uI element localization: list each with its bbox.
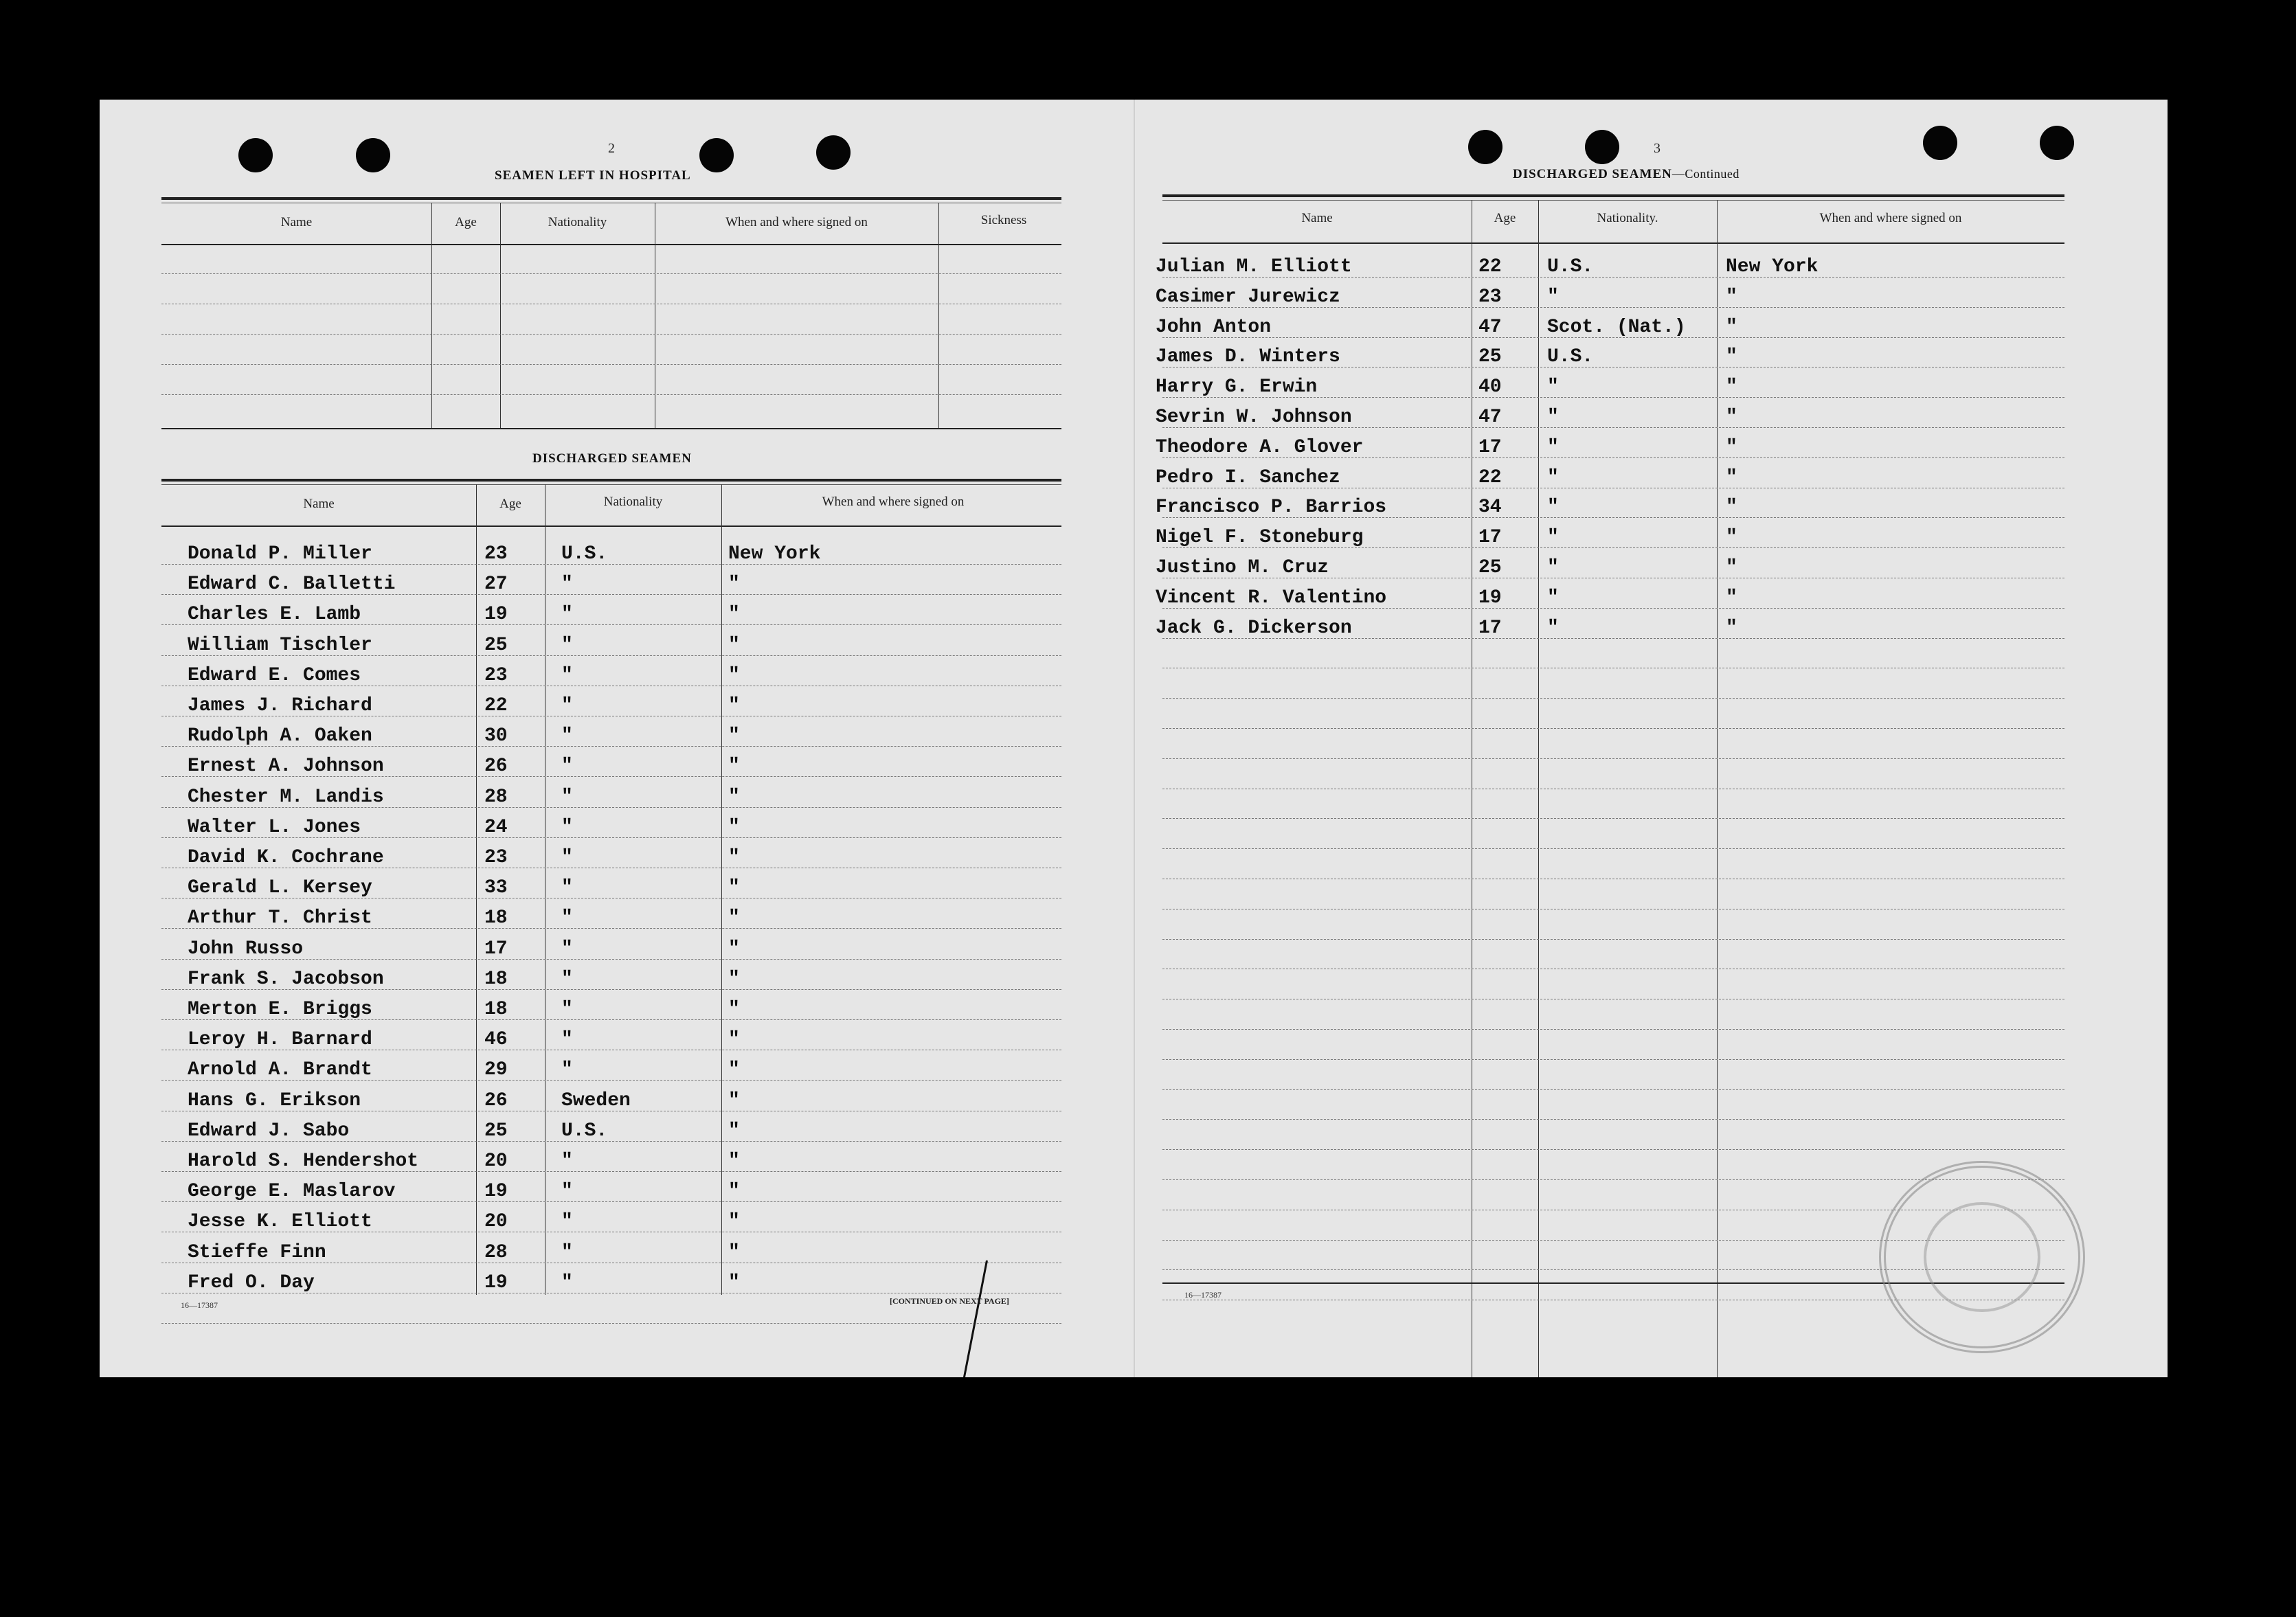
row-age: 18 [484, 968, 508, 990]
row-name: Francisco P. Barrios [1156, 497, 1387, 519]
row-age: 25 [484, 1120, 508, 1142]
row-signed: " [1726, 316, 1737, 338]
row-name: Theodore A. Glover [1156, 436, 1364, 458]
row-name: Jesse K. Elliott [188, 1211, 372, 1233]
row-age: 28 [484, 786, 508, 808]
row-nationality: " [1547, 466, 1559, 488]
row-signed: " [1726, 617, 1737, 639]
row-age: 24 [484, 816, 508, 838]
discharged-top-rule [161, 484, 1061, 485]
row-name: Arthur T. Christ [188, 907, 372, 929]
row-signed: " [728, 907, 740, 929]
hospital-col-divider [938, 203, 939, 429]
paper-crease [944, 1260, 988, 1377]
title-suffix: —Continued [1672, 167, 1740, 181]
hospital-header-rule [161, 244, 1061, 245]
hospital-bottom-rule [161, 428, 1061, 429]
discharged-section-title: DISCHARGED SEAMEN [532, 451, 692, 466]
row-nationality: " [561, 907, 573, 929]
row-nationality: " [1547, 557, 1559, 578]
row-name: Jack G. Dickerson [1156, 617, 1352, 639]
row-nationality: " [561, 1059, 573, 1081]
hospital-row-line [161, 334, 1061, 335]
row-line [1162, 1029, 2064, 1030]
row-age: 19 [484, 604, 508, 626]
row-age: 17 [1478, 527, 1502, 549]
row-name: John Anton [1156, 316, 1272, 338]
discharged-top-rule [161, 479, 1061, 482]
row-nationality: " [1547, 497, 1559, 519]
discharged-header-age: Age [499, 497, 521, 511]
form-number: 16—17387 [181, 1300, 218, 1310]
row-age: 30 [484, 725, 508, 747]
row-nationality: " [561, 695, 573, 716]
row-signed: " [728, 1271, 740, 1293]
row-age: 25 [1478, 557, 1502, 578]
row-nationality: " [1547, 407, 1559, 428]
row-name: Frank S. Jacobson [188, 968, 384, 990]
continued-note: [CONTINUED ON NEXT PAGE] [890, 1296, 1009, 1306]
official-stamp-inner [1924, 1202, 2040, 1312]
row-signed: " [728, 816, 740, 838]
right-header-name: Name [1301, 211, 1333, 225]
title-text: DISCHARGED SEAMEN [1513, 167, 1672, 181]
row-age: 25 [1478, 346, 1502, 368]
row-age: 33 [484, 877, 508, 899]
row-nationality: " [561, 1271, 573, 1293]
row-age: 17 [1478, 617, 1502, 639]
row-age: 19 [1478, 587, 1502, 609]
row-name: Arnold A. Brandt [188, 1059, 372, 1081]
row-signed: " [1726, 436, 1737, 458]
row-nationality: " [561, 999, 573, 1020]
row-signed: " [1726, 286, 1737, 308]
row-name: Charles E. Lamb [188, 604, 361, 626]
row-name: Harold S. Hendershot [188, 1151, 419, 1172]
row-signed: " [728, 756, 740, 778]
row-name: Edward E. Comes [188, 664, 361, 686]
row-nationality: U.S. [561, 543, 608, 565]
form-number: 16—17387 [1184, 1290, 1222, 1300]
row-nationality: U.S. [561, 1120, 608, 1142]
row-nationality: " [561, 725, 573, 747]
row-nationality: " [561, 786, 573, 808]
row-age: 17 [484, 938, 508, 960]
row-nationality: " [561, 1241, 573, 1263]
discharged-col-divider [476, 484, 477, 1295]
row-nationality: " [561, 574, 573, 596]
row-age: 25 [484, 634, 508, 656]
row-nationality: Scot. (Nat.) [1547, 316, 1686, 338]
row-name: Ernest A. Johnson [188, 756, 384, 778]
row-line [161, 1323, 1061, 1324]
row-name: Chester M. Landis [188, 786, 384, 808]
row-age: 18 [484, 907, 508, 929]
right-header-rule [1162, 242, 2064, 244]
row-nationality: " [561, 1181, 573, 1203]
hospital-row-line [161, 394, 1061, 395]
row-signed: " [728, 664, 740, 686]
row-signed: " [728, 1120, 740, 1142]
hospital-section-title: SEAMEN LEFT IN HOSPITAL [495, 168, 691, 183]
row-name: John Russo [188, 938, 304, 960]
row-name: Julian M. Elliott [1156, 256, 1352, 278]
row-name: Edward C. Balletti [188, 574, 396, 596]
row-line [1162, 818, 2064, 819]
row-age: 22 [1478, 466, 1502, 488]
discharged-col-divider [721, 484, 722, 1295]
row-name: Rudolph A. Oaken [188, 725, 372, 747]
row-nationality: " [1547, 587, 1559, 609]
hospital-col-divider [431, 203, 432, 429]
row-age: 26 [484, 756, 508, 778]
row-line [1162, 848, 2064, 849]
row-signed: " [1726, 376, 1737, 398]
row-line [1162, 728, 2064, 729]
row-name: Fred O. Day [188, 1271, 315, 1293]
row-age: 47 [1478, 407, 1502, 428]
right-top-rule [1162, 194, 2064, 197]
row-signed: New York [728, 543, 821, 565]
row-line [1162, 1119, 2064, 1120]
hospital-header-sickness: Sickness [980, 213, 1027, 227]
row-age: 20 [484, 1211, 508, 1233]
row-signed: " [728, 1151, 740, 1172]
row-name: Hans G. Erikson [188, 1089, 361, 1111]
row-signed: " [728, 695, 740, 716]
row-name: Gerald L. Kersey [188, 877, 372, 899]
left-page [100, 100, 1134, 1377]
row-age: 20 [484, 1151, 508, 1172]
row-age: 19 [484, 1181, 508, 1203]
row-age: 18 [484, 999, 508, 1020]
row-signed: " [728, 574, 740, 596]
row-signed: " [1726, 407, 1737, 428]
row-age: 17 [1478, 436, 1502, 458]
official-stamp [1879, 1161, 2085, 1353]
row-signed: " [728, 1059, 740, 1081]
row-name: Sevrin W. Johnson [1156, 407, 1352, 428]
row-nationality: " [1547, 527, 1559, 549]
row-age: 19 [484, 1271, 508, 1293]
row-nationality: " [561, 938, 573, 960]
row-age: 47 [1478, 316, 1502, 338]
hospital-col-divider [500, 203, 501, 429]
row-signed: " [728, 1241, 740, 1263]
row-age: 22 [1478, 256, 1502, 278]
row-name: David K. Cochrane [188, 847, 384, 868]
hospital-header-nationality: Nationality [548, 215, 607, 229]
row-signed: " [1726, 587, 1737, 609]
row-signed: " [728, 1181, 740, 1203]
row-name: Vincent R. Valentino [1156, 587, 1387, 609]
row-nationality: " [561, 968, 573, 990]
right-header-nationality: Nationality. [1597, 211, 1658, 225]
row-age: 28 [484, 1241, 508, 1263]
row-nationality: U.S. [1547, 346, 1594, 368]
page-number: 2 [608, 141, 615, 156]
row-name: Walter L. Jones [188, 816, 361, 838]
row-nationality: U.S. [1547, 256, 1594, 278]
discharged-header-rule [161, 525, 1061, 527]
discharged-continued-title [1513, 167, 1740, 182]
row-line [1162, 1059, 2064, 1060]
row-signed: " [728, 634, 740, 656]
hospital-top-rule [161, 197, 1061, 200]
row-name: Leroy H. Barnard [188, 1029, 372, 1051]
row-age: 26 [484, 1089, 508, 1111]
row-nationality: " [561, 664, 573, 686]
row-nationality: Sweden [561, 1089, 631, 1111]
row-age: 40 [1478, 376, 1502, 398]
right-header-signed-on: When and where signed on [1819, 211, 1962, 225]
row-age: 23 [1478, 286, 1502, 308]
hospital-row-line [161, 273, 1061, 274]
row-signed: " [728, 968, 740, 990]
row-age: 46 [484, 1029, 508, 1051]
row-age: 23 [484, 543, 508, 565]
hospital-row-line [161, 364, 1061, 365]
row-nationality: " [561, 634, 573, 656]
row-name: Harry G. Erwin [1156, 376, 1318, 398]
row-nationality: " [561, 816, 573, 838]
row-signed: " [1726, 527, 1737, 549]
discharged-header-name: Name [303, 497, 335, 511]
row-signed: " [1726, 346, 1737, 368]
right-top-rule [1162, 200, 2064, 201]
row-name: Edward J. Sabo [188, 1120, 350, 1142]
row-nationality: " [1547, 376, 1559, 398]
row-nationality: " [561, 847, 573, 868]
row-age: 22 [484, 695, 508, 716]
row-nationality: " [1547, 436, 1559, 458]
row-signed: New York [1726, 256, 1819, 278]
row-line [1162, 1149, 2064, 1150]
hospital-header-name: Name [280, 215, 313, 229]
row-line [1162, 758, 2064, 759]
row-age: 29 [484, 1059, 508, 1081]
row-signed: " [728, 1029, 740, 1051]
row-name: Merton E. Briggs [188, 999, 372, 1020]
row-signed: " [728, 847, 740, 868]
row-name: Donald P. Miller [188, 543, 372, 565]
row-nationality: " [561, 756, 573, 778]
row-signed: " [728, 999, 740, 1020]
manifest-sheet [100, 100, 2168, 1377]
row-name: William Tischler [188, 634, 372, 656]
row-signed: " [728, 1089, 740, 1111]
row-nationality: " [561, 1151, 573, 1172]
discharged-header-signed-on: When and where signed on [822, 495, 965, 509]
row-name: James J. Richard [188, 695, 372, 716]
row-nationality: " [1547, 617, 1559, 639]
row-nationality: " [561, 877, 573, 899]
hospital-header-signed-on: When and where signed on [725, 215, 868, 229]
row-signed: " [728, 938, 740, 960]
row-name: Pedro I. Sanchez [1156, 466, 1340, 488]
row-nationality: " [1547, 286, 1559, 308]
row-age: 27 [484, 574, 508, 596]
hospital-header-age: Age [455, 215, 477, 229]
row-name: Stieffe Finn [188, 1241, 326, 1263]
discharged-header-nationality: Nationality [603, 495, 663, 509]
row-line [1162, 939, 2064, 940]
row-line [1162, 1089, 2064, 1090]
row-signed: " [728, 877, 740, 899]
row-name: Casimer Jurewicz [1156, 286, 1340, 308]
row-signed: " [1726, 497, 1737, 519]
row-nationality: " [561, 604, 573, 626]
row-nationality: " [561, 1029, 573, 1051]
row-signed: " [1726, 466, 1737, 488]
row-signed: " [728, 725, 740, 747]
row-name: George E. Maslarov [188, 1181, 396, 1203]
row-line [1162, 698, 2064, 699]
right-header-age: Age [1494, 211, 1516, 225]
page-number: 3 [1654, 141, 1661, 156]
row-signed: " [728, 604, 740, 626]
row-signed: " [1726, 557, 1737, 578]
row-signed: " [728, 1211, 740, 1233]
row-age: 23 [484, 847, 508, 868]
row-age: 23 [484, 664, 508, 686]
row-name: Nigel F. Stoneburg [1156, 527, 1364, 549]
row-name: Justino M. Cruz [1156, 557, 1329, 578]
row-name: James D. Winters [1156, 346, 1340, 368]
row-nationality: " [561, 1211, 573, 1233]
row-signed: " [728, 786, 740, 808]
row-age: 34 [1478, 497, 1502, 519]
